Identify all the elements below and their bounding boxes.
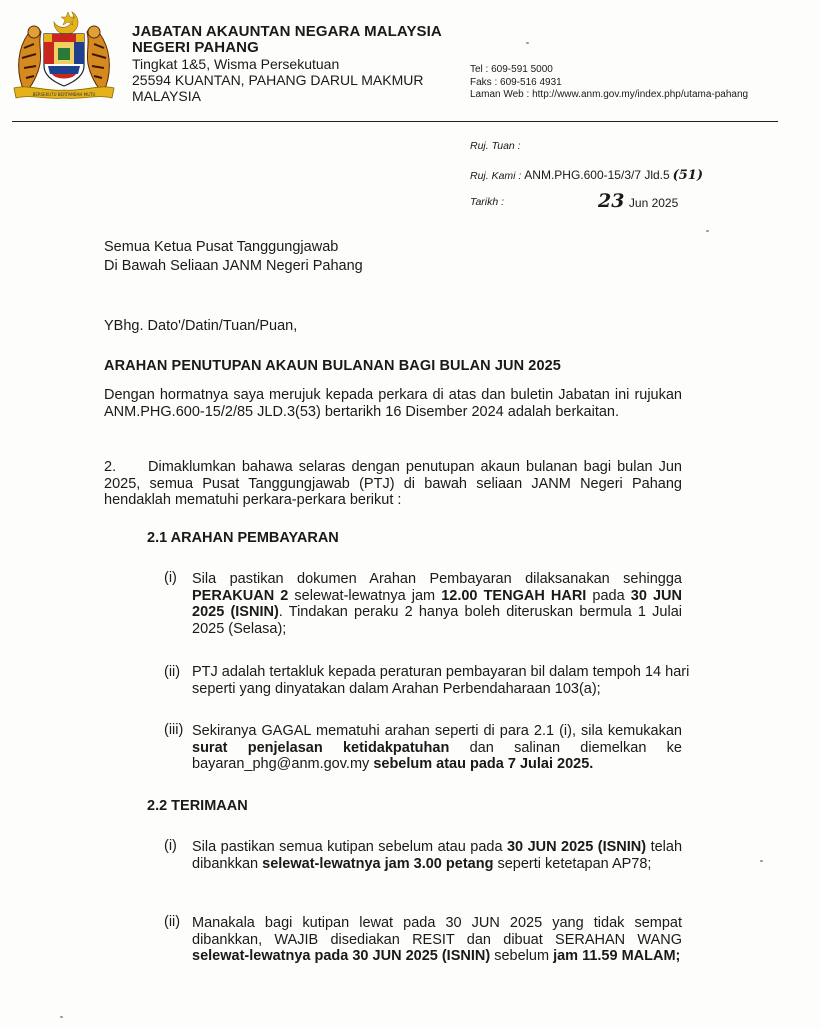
crescent-star-icon <box>54 12 78 34</box>
tarikh-day-handwritten: 23 <box>598 190 625 212</box>
item-2-2-ii-number: (ii) <box>164 914 181 930</box>
item-2-2-ii: Manakala bagi kutipan lewat pada 30 JUN 2025 yang tidak sempat dibankkan, WAJIB disediakan RESIT dan dibuat SERAHAN WANG selewat-lewatnya pada 30 JUN 2025 (ISNIN) sebelum jam 11.59 MALAM; <box>192 915 682 964</box>
item-2-2-i: Sila pastikan semua kutipan sebelum atau pada 30 JUN 2025 (ISNIN) telah dibankkan selewat-lewatnya jam 3.00 petang seperti ketetapan AP78; <box>192 839 683 872</box>
letter-subject: ARAHAN PENUTUPAN AKAUN BULANAN BAGI BULAN JUN 2025 <box>104 358 561 374</box>
contact-block <box>470 64 748 102</box>
coat-of-arms-logo <box>8 8 120 102</box>
tiger-right-icon <box>87 26 109 90</box>
tiger-left-icon <box>19 26 41 90</box>
shield-icon <box>44 34 84 86</box>
ruj-kami-label: Ruj. Kami : <box>470 170 522 182</box>
tarikh-label: Tarikh : <box>470 196 505 208</box>
fax: Faks : 609-516 4931 <box>470 76 562 88</box>
address-line-1: Tingkat 1&5, Wisma Persekutuan <box>132 56 340 72</box>
header-divider <box>12 121 778 122</box>
org-state: NEGERI PAHANG <box>132 39 259 56</box>
item-2-2-i-number: (i) <box>164 838 177 854</box>
paragraph-1: Dengan hormatnya saya merujuk kepada perkara di atas dan buletin Jabatan ini rujukan ANM.PHG.600-15/2/85 JLD.3(53) bertarikh 16 Disember 2024 adalah berkaitan. <box>104 387 682 420</box>
ruj-kami-handwritten: (51) <box>672 168 704 183</box>
scan-speck <box>60 1016 63 1018</box>
scan-speck <box>526 42 529 44</box>
address-line-2: 25594 KUANTAN, PAHANG DARUL MAKMUR <box>132 72 424 88</box>
item-2-1-i-number: (i) <box>164 570 177 586</box>
ruj-tuan <box>470 140 521 152</box>
telephone: Tel : 609-591 5000 <box>470 64 553 75</box>
recipient-line-2: Di Bawah Seliaan JANM Negeri Pahang <box>104 258 363 274</box>
paragraph-2-number: 2. <box>104 459 117 475</box>
website: Laman Web : http://www.anm.gov.my/index.php/utama-pahang <box>470 89 749 100</box>
address-line-3: MALAYSIA <box>132 88 201 104</box>
ruj-tuan-label: Ruj. Tuan : <box>470 140 521 152</box>
tarikh-value <box>598 190 678 212</box>
section-2-1-heading: 2.1 ARAHAN PEMBAYARAN <box>147 530 339 546</box>
org-block <box>132 24 442 104</box>
paragraph-2 <box>104 459 682 509</box>
item-2-1-i: Sila pastikan dokumen Arahan Pembayaran dilaksanakan sehingga PERAKUAN 2 selewat-lewatnya jam 12.00 TENGAH HARI pada 30 JUN 2025 (ISNIN). Tindakan peraku 2 hanya boleh diteruskan bermula 1 Julai 2025 (Selasa); <box>192 571 683 637</box>
ruj-kami-value: ANM.PHG.600-15/3/7 Jld.5 <box>524 168 670 182</box>
paragraph-2-text: Dimaklumkan bahawa selaras dengan penutupan akaun bulanan bagi bulan Jun 2025, semua Pusat Tanggungjawab (PTJ) di bawah seliaan JANM Negeri Pahang hendaklah mematuhi perkara-perkara berikut : <box>104 459 682 508</box>
item-2-1-ii: PTJ adalah tertakluk kepada peraturan pembayaran bil dalam tempoh 14 hari seperti yang dinyatakan dalam Arahan Perbendaharaan 103(a); <box>192 664 690 697</box>
ruj-kami <box>470 168 703 183</box>
motto-scroll-icon <box>14 87 114 99</box>
svg-text:BERSEKUTU BERTAMBAH MUTU: BERSEKUTU BERTAMBAH MUTU <box>32 92 96 97</box>
section-2-2-heading: 2.2 TERIMAAN <box>147 798 248 814</box>
recipient-line-1: Semua Ketua Pusat Tanggungjawab <box>104 239 339 255</box>
item-2-1-ii-number: (ii) <box>164 664 181 680</box>
salutation: YBhg. Dato'/Datin/Tuan/Puan, <box>104 318 298 334</box>
org-name: JABATAN AKAUNTAN NEGARA MALAYSIA <box>132 23 442 40</box>
item-2-1-iii: Sekiranya GAGAL mematuhi arahan seperti di para 2.1 (i), sila kemukakan surat penjelasan ketidakpatuhan dan salinan diemelkan ke bayaran_phg@anm.gov.my sebelum atau pada 7 Julai 2025. <box>192 723 682 772</box>
recipient <box>104 238 363 276</box>
scan-speck <box>706 230 709 232</box>
tarikh-month-year: Jun 2025 <box>628 196 679 210</box>
scan-speck <box>760 860 763 862</box>
item-2-1-iii-number: (iii) <box>164 722 184 738</box>
